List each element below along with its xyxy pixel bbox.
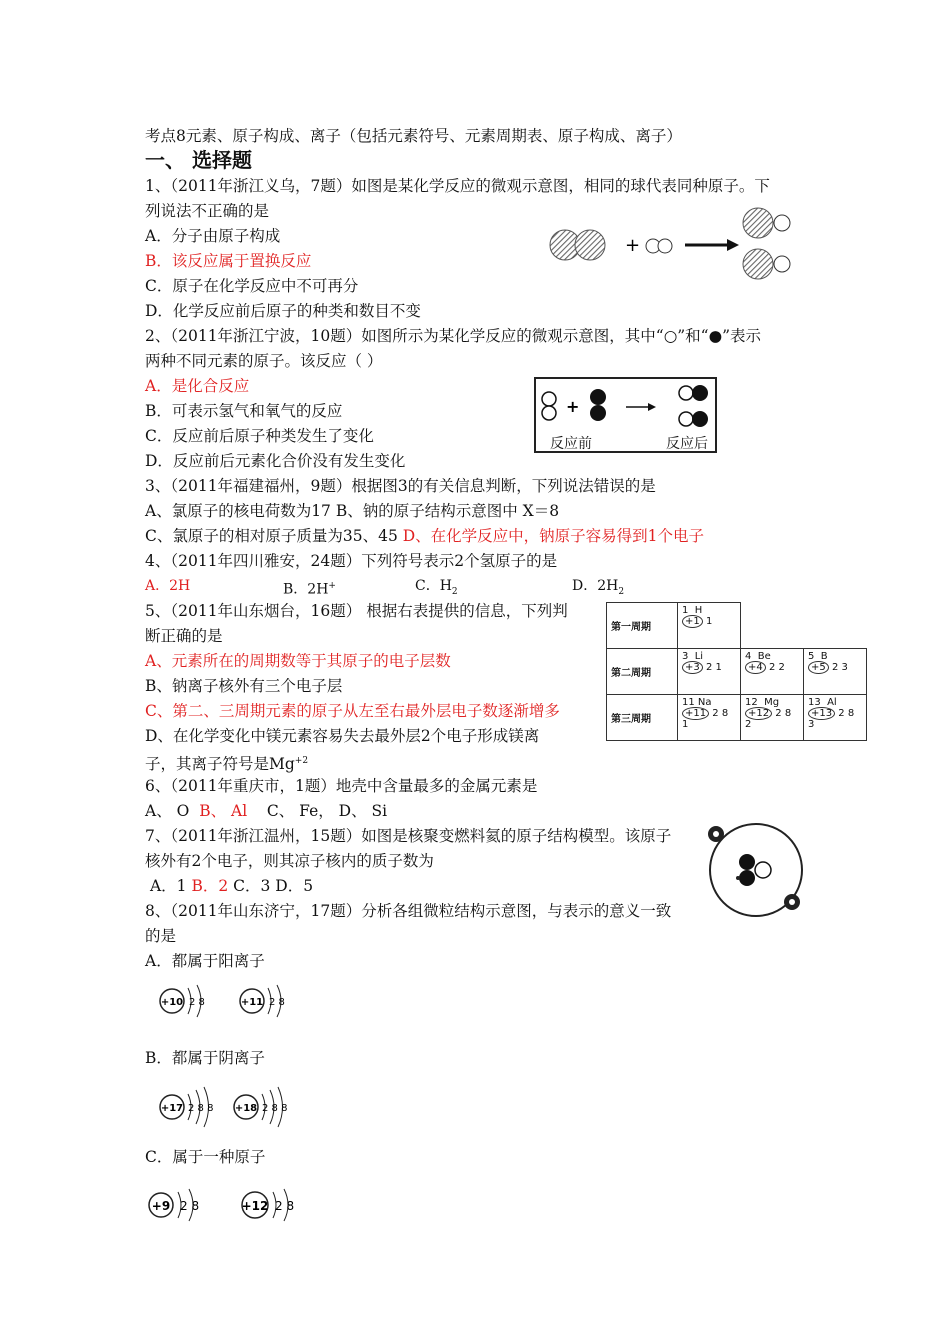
svg-text:2 8: 2 8 xyxy=(269,997,285,1008)
q8-b-diagrams xyxy=(152,1085,312,1131)
svg-text:+12: +12 xyxy=(241,1199,269,1213)
svg-text:+17: +17 xyxy=(160,1103,184,1114)
cell-h: 1 H +1 1 xyxy=(678,603,741,649)
q6-options xyxy=(145,801,387,821)
cell-na: 11 Na +11 2 8 1 xyxy=(678,695,741,741)
cell-al: 13 Al +13 2 8 3 xyxy=(804,695,867,741)
period-2-label: 第二周期 xyxy=(607,649,678,695)
svg-text:+18: +18 xyxy=(234,1103,258,1114)
q5-option-c: C、第二、三周期元素的原子从左至右最外层电子数逐渐增多 xyxy=(145,702,560,720)
q4-option-a: A．2H xyxy=(145,578,191,594)
cell-li: 3 Li +3 2 1 xyxy=(678,649,741,695)
q7-stem-1: 7、（2011年浙江温州，15题）如图是核聚变燃料氦的原子结构模型。该原子 xyxy=(145,827,672,845)
q6-option-b: B、 Al xyxy=(199,802,248,820)
svg-text:+: + xyxy=(566,397,580,416)
q3-stem: 3、（2011年福建福州，9题）根据图3的有关信息判断，下列说法错误的是 xyxy=(145,477,656,495)
q7-stem-2: 核外有2个电子，则其凉子核内的质子数为 xyxy=(145,852,434,870)
section-title: 一、 选择题 xyxy=(145,148,252,172)
q7-option-a: A．1 xyxy=(149,877,187,895)
q4-option-b: B．2H+ xyxy=(283,581,336,598)
atom-diagram-a2 xyxy=(240,985,285,1017)
svg-text:+9: +9 xyxy=(151,1199,171,1213)
q2-option-a: A．是化合反应 xyxy=(145,377,250,395)
atom-diagram-b1 xyxy=(160,1087,213,1127)
q3-option-d: D、在化学反应中，钠原子容易得到1个电子 xyxy=(402,527,705,545)
q8-stem-2: 的是 xyxy=(145,927,177,945)
svg-text:+10: +10 xyxy=(160,997,184,1008)
q3-option-ab: A、氯原子的核电荷数为17 B、钠的原子结构示意图中 X＝8 xyxy=(145,502,560,520)
q2-option-c: C．反应前后原子种类发生了变化 xyxy=(145,427,374,445)
q2-reaction-figure xyxy=(534,377,717,453)
q2-stem-2: 两种不同元素的原子。该反应（ ） xyxy=(145,352,383,370)
q5-option-d-2: 子，其离子符号是$Mg^{+2}$ xyxy=(145,755,309,774)
svg-text:2 8 8: 2 8 8 xyxy=(188,1103,214,1114)
q1-option-b: B．该反应属于置换反应 xyxy=(145,252,312,270)
q7-option-b: B．2 xyxy=(191,877,229,895)
q2-option-b: B．可表示氢气和氧气的反应 xyxy=(145,402,343,420)
q4-stem: 4、（2011年四川雅安，24题）下列符号表示2个氢原子的是 xyxy=(145,552,558,570)
q8-option-a: A．都属于阳离子 xyxy=(145,952,265,970)
svg-text:2 8: 2 8 xyxy=(180,1199,200,1213)
q1-option-a: A．分子由原子构成 xyxy=(145,227,281,245)
q1-stem-2: 列说法不正确的是 xyxy=(145,202,270,220)
q4-option-c: C．$H_2$ xyxy=(415,578,458,597)
q8-option-b: B．都属于阴离子 xyxy=(145,1049,265,1067)
svg-text:2 8 8: 2 8 8 xyxy=(262,1103,288,1114)
q5-option-d-1: D、在化学变化中镁元素容易失去最外层2个电子形成镁离 xyxy=(145,727,540,745)
q8-option-c: C．属于一种原子 xyxy=(145,1148,266,1166)
q2-stem-1: 2、（2011年浙江宁波，10题）如图所示为某化学反应的微观示意图，其中“○”和“●”表示 xyxy=(145,327,762,345)
q5-option-a: A、元素所在的周期数等于其原子的电子层数 xyxy=(145,652,451,670)
q8-a-diagrams xyxy=(152,982,312,1022)
q8-stem-1: 8、（2011年山东济宁，17题）分析各组微粒结构示意图，与表示的意义一致 xyxy=(145,902,672,920)
q2-after-label: 反应后 xyxy=(666,436,708,452)
q1-option-d: D．化学反应前后原子的种类和数目不变 xyxy=(145,302,421,320)
svg-text:+11: +11 xyxy=(240,997,264,1008)
q7-options xyxy=(145,876,313,896)
q2-before-label: 反应前 xyxy=(550,436,592,452)
cell-mg: 12 Mg +12 2 8 2 xyxy=(741,695,804,741)
q2-option-d: D．反应前后元素化合价没有发生变化 xyxy=(145,452,406,470)
svg-text:2 8: 2 8 xyxy=(189,997,205,1008)
q6-option-cd: C、 Fe， D、 Si xyxy=(266,802,388,820)
svg-text:2 8: 2 8 xyxy=(275,1199,295,1213)
period-3-label: 第三周期 xyxy=(607,695,678,741)
q6-stem: 6、（2011年重庆市，1题）地壳中含量最多的金属元素是 xyxy=(145,777,538,795)
period-1-label: 第一周期 xyxy=(607,603,678,649)
q5-stem-1: 5、（2011年山东烟台，16题） 根据右表提供的信息，下列判 xyxy=(145,602,568,620)
q8-c-diagrams xyxy=(145,1187,315,1227)
q6-option-a: A、 O xyxy=(145,802,190,820)
cell-be: 4 Be +4 2 2 xyxy=(741,649,804,695)
q5-option-b: B、钠离子核外有三个电子层 xyxy=(145,677,343,695)
q3-option-c: C、氯原子的相对原子质量为35、45 xyxy=(145,527,398,545)
atom-diagram-c1 xyxy=(149,1189,199,1221)
helium-atom-model xyxy=(700,820,820,920)
atom-diagram-c2 xyxy=(242,1189,294,1221)
q4-option-d: D．$2H_2$ xyxy=(572,578,625,597)
atom-diagram-b2 xyxy=(234,1087,287,1127)
svg-text:+: + xyxy=(625,235,641,256)
header-line: 考点8元素、原子构成、离子（包括元素符号、元素周期表、原子构成、离子） xyxy=(145,127,682,145)
atom-diagram-a1 xyxy=(160,985,205,1017)
q5-stem-2: 断正确的是 xyxy=(145,627,223,645)
q1-reaction-diagram xyxy=(545,205,805,285)
cell-b: 5 B +5 2 3 xyxy=(804,649,867,695)
q1-option-c: C．原子在化学反应中不可再分 xyxy=(145,277,359,295)
q3-option-cd xyxy=(145,526,704,546)
q1-stem-1: 1、（2011年浙江义乌，7题）如图是某化学反应的微观示意图，相同的球代表同种原子。下 xyxy=(145,177,770,195)
q7-option-cd: C．3 D．5 xyxy=(233,877,314,895)
periodic-table-excerpt xyxy=(606,602,867,741)
